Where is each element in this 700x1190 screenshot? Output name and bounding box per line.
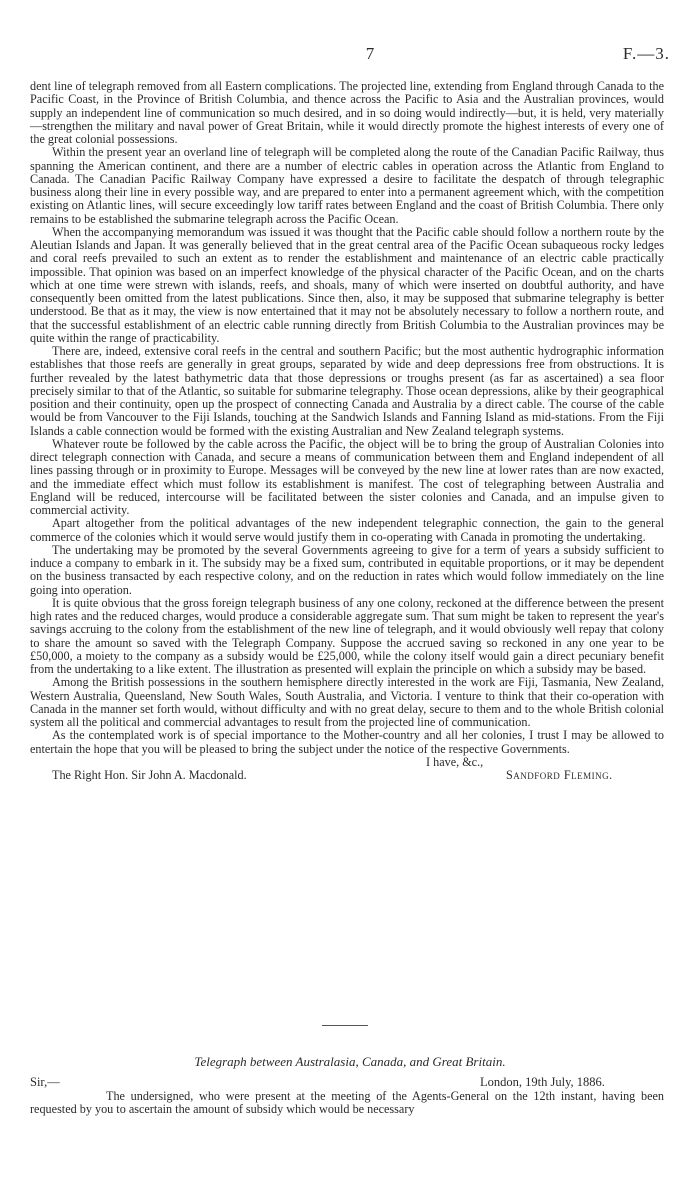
section-heading: Telegraph between Australasia, Canada, and Great Britain. <box>194 1054 506 1069</box>
second-letter-body <box>30 1090 664 1117</box>
paragraph-continuation: dent line of telegraph removed from all Eastern complications. The projected line, extending from England through Canada to the Pacific Coast, in the Province of British Columbia, and thence across the Pacific to Asia and the Australian provinces, would supply an independent line of communication so much desired, and in so doing would indirectly—but, it is held, very materially—strengthen the military and naval power of Great Britain, while it would directly promote the highest interests of every one of the great colonial possessions. <box>30 79 664 146</box>
signature: Sandford Fleming. <box>506 767 613 782</box>
paragraph: When the accompanying memorandum was issued it was thought that the Pacific cable should follow a northern route by the Aleutian Islands and Japan. It was generally believed that in the great central area of the Pacific Ocean subaqueous rocky ledges and coral reefs prevailed to such an extent as to render the establishment and maintenance of an electric cable practically impossible. That opinion was based on an imperfect knowledge of the physical character of the Pacific Ocean, and on the charts which at one time were strewn with islands, reefs, and shoals, many of which were inserted on doubtful authority, and have consequently been omitted from the latest publications. Since then, also, it may be supposed that submarine telegraphy is better understood. Be that as it may, the view is now entertained that it may not be absolutely necessary to follow a northern route, and that the successful establishment of an electric cable running directly from British Columbia to the Australian provinces may be quite within the range of practicability. <box>30 224 664 345</box>
signature-line <box>30 769 664 783</box>
paragraph: Whatever route be followed by the cable across the Pacific, the object will be to bring the group of Australian Colonies into direct telegraph connection with Canada, and secure a means of communication between them and England independent of all lines passing through or in proximity to Europe. Messages will be conveyed by the new line at lower rates than are now exacted, and the immediate effect which must follow its establishment is manifest. The cost of telegraphing between Australia and England will be reduced, intercourse will be facilitated between the sister colonies and Canada, and an impulse given to commercial activity. <box>30 436 664 517</box>
closing-line <box>30 756 664 769</box>
salutation: Sir,— <box>30 1075 60 1089</box>
document-code: F.—3. <box>622 44 670 63</box>
paragraph: The undertaking may be promoted by the several Governments agreeing to give for a term of years a subsidy sufficient to induce a company to embark in it. The subsidy may be a fixed sum, contributed in equitable proportions, or it may be dependent on the business transacted by each respective colony, and on the reduction in rates which would follow immediately on the line going into operation. <box>30 542 664 597</box>
addressee: The Right Hon. Sir John A. Macdonald. <box>52 767 247 782</box>
paragraph: There are, indeed, extensive coral reefs in the central and southern Pacific; but the most authentic hydrographic information establishes that those reefs are generally in great groups, separated by wide and deep depressions free from obstructions. It is further revealed by the latest bathymetric data that those depressions or troughs present (as far as ascertained) a sea floor precisely similar to that of the Atlantic, so suitable for submarine telegraphy. Those ocean depressions, alike by their geographical position and their continuity, open up the prospect of connecting Canada and Australia by a direct cable. The course of the cable would be from Vancouver to the Fiji Islands, touching at the Sandwich Islands and Fanning Island as mid-stations. From the Fiji Islands a cable connection would be formed with the existing Australian and New Zealand telegraph systems. <box>30 344 664 438</box>
page-number: 7 <box>365 44 375 63</box>
paragraph: Among the British possessions in the southern hemisphere directly interested in the work are Fiji, Tasmania, New Zealand, Western Australia, Queensland, New South Wales, South Australia, and Victoria. I venture to think that their co-operation with Canada in the manner set forth would, without difficulty and with no great delay, secure to them and to the whole British colonial system all the political and commercial advantages to result from the projected line of communication. <box>30 675 664 729</box>
dateline: London, 19th July, 1886. <box>480 1075 605 1089</box>
letter-body <box>30 80 664 783</box>
complimentary-close: I have, &c., <box>426 754 484 769</box>
section-divider <box>322 1025 368 1026</box>
paragraph: The undersigned, who were present at the meeting of the Agents-General on the 12th instant, having been requested by you to ascertain the amount of subsidy which would be necessary <box>30 1089 664 1117</box>
paragraph: Within the present year an overland line of telegraph will be completed along the route of the Canadian Pacific Railway, thus spanning the American continent, and there are a number of electric cables in operation across the Atlantic from England to Canada. The Canadian Pacific Railway Company have expressed a desire to facilitate the despatch of through telegraphic business along their line in every possible way, and are prepared to enter into a permanent agreement which, with the competition existing on Atlantic lines, will secure exceedingly low tariff rates between England and the coast of British Columbia. There only remains to be established the submarine telegraph across the Pacific Ocean. <box>30 145 664 226</box>
paragraph: Apart altogether from the political advantages of the new independent telegraphic connection, the gain to the general commerce of the colonies which it would serve would justify them in co-operating with Canada in promoting the undertaking. <box>30 516 664 544</box>
paragraph: It is quite obvious that the gross foreign telegraph business of any one colony, reckoned at the difference between the present high rates and the reduced charges, would produce a considerable aggregate sum. That sum might be taken to represent the year's savings accruing to the colony from the establishment of the new line of telegraph, and it would obviously well repay that colony to share the amount so saved with the Telegraph Company. Suppose the accrued saving so reckoned in any one year to be £50,000, a moiety to the company as a subsidy would be £25,000, while the colony itself would gain a direct pecuniary benefit from the undertaking to a like extent. The illustration as presented will explain the principle on which a subsidy may be based. <box>30 595 664 676</box>
paragraph: As the contemplated work is of special importance to the Mother-country and all her colonies, I trust I may be allowed to entertain the hope that you will be pleased to bring the subject under the notice of the respective Governments. <box>30 728 664 756</box>
